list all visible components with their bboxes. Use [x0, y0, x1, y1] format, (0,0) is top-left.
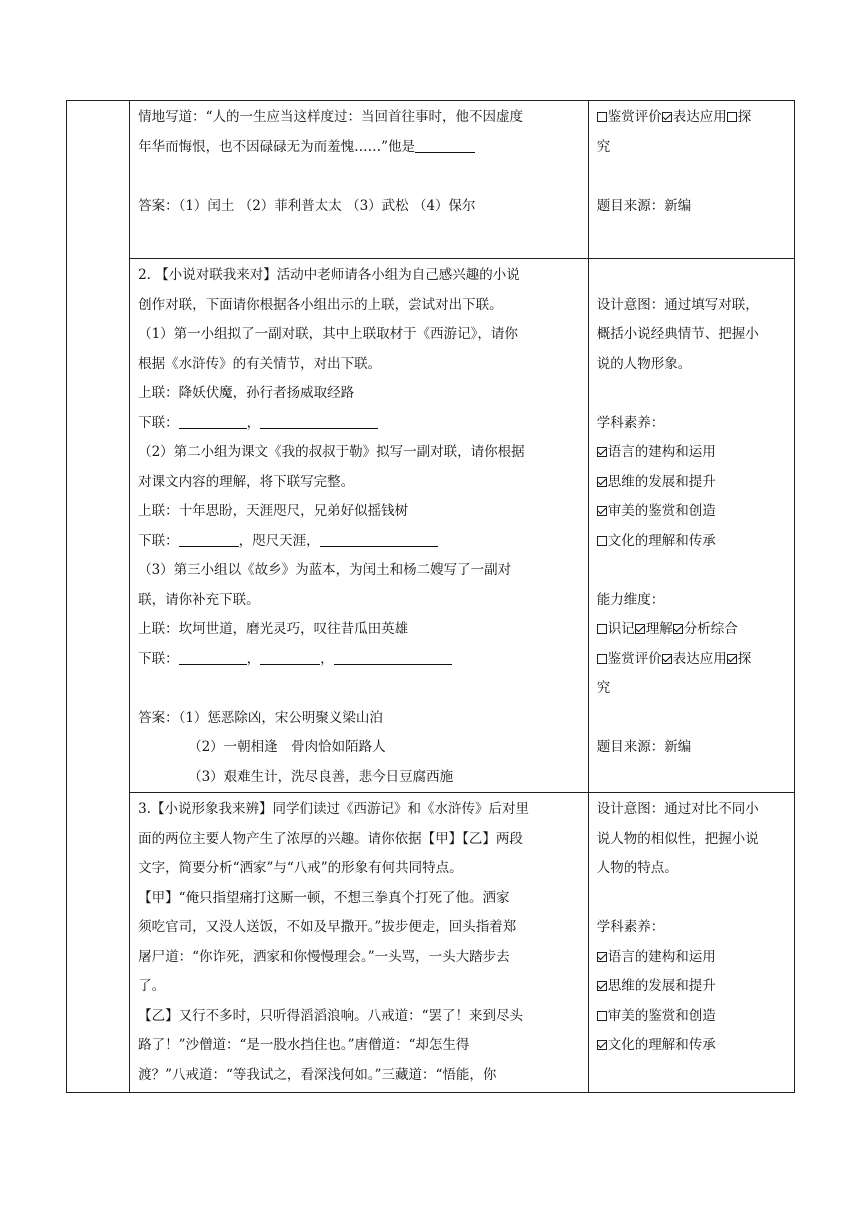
question-line: （2）第二小组为课文《我的叔叔于勒》拟写一副对联，请你根据	[138, 444, 525, 460]
ability-row: 识记 理解 分析综合	[597, 615, 788, 645]
passage-line: 渡？”八戒道：“等我试之，看深浅何如。”三藏道：“悟能，你	[138, 1066, 497, 1083]
question-line: 面的两位主要人物产生了浓厚的兴趣。请你依据【甲】【乙】两段	[138, 830, 523, 847]
checkbox-icon	[597, 624, 607, 634]
checked-box-icon	[662, 654, 672, 664]
question-line: 文字，简要分析“洒家”与“八戒”的形象有何共同特点。	[138, 860, 463, 876]
passage-line: 【乙】又行不多时，只听得滔滔浪响。八戒道：“罢了！来到尽头	[138, 1007, 523, 1024]
checkbox-icon	[597, 536, 607, 546]
checked-box-icon	[597, 447, 607, 457]
checked-box-icon	[597, 981, 607, 991]
passage-line: 了。	[138, 978, 166, 994]
side-cell	[588, 101, 794, 259]
checkbox-icon	[597, 1011, 607, 1021]
answer-blank	[179, 650, 247, 665]
ability-title: 能力维度：	[596, 591, 665, 608]
literacy-item: 文化的理解和传承	[597, 1031, 788, 1061]
question-line: 2. 【小说对联我来对】活动中老师请各小组为自己感兴趣的小说	[138, 267, 520, 283]
literacy-item: 语言的建构和运用	[597, 943, 788, 973]
side-cell	[588, 259, 794, 793]
answer-text: 答案：（1）惩恶除凶，宋公明聚义梁山泊	[138, 709, 383, 726]
checkbox-icon	[597, 112, 607, 122]
question-line: 情地写道：“人的一生应当这样度过：当回首往事时，他不因虚度	[138, 109, 523, 125]
design-intent: 概括小说经典情节、把握小	[596, 326, 759, 342]
couplet-lower-1: 下联： ，	[138, 409, 582, 439]
question-line: 3.【小说形象我来辨】同学们读过《西游记》和《水浒传》后对里	[138, 801, 529, 817]
table-row	[67, 101, 795, 259]
answer-text: （3）艰难生计，洗尽良善，悲今日豆腐西施	[188, 768, 454, 785]
question-cell	[130, 259, 589, 793]
checked-box-icon	[597, 506, 607, 516]
couplet-upper: 上联：降妖伏魔，孙行者扬威取经路	[138, 385, 355, 401]
answer-blank	[260, 414, 378, 429]
question-line: 根据《水浒传》的有关情节，对出下联。	[138, 355, 382, 372]
checked-box-icon	[597, 1040, 607, 1050]
answer-blank	[320, 532, 438, 547]
answer-blank	[415, 138, 475, 153]
checked-box-icon	[635, 624, 645, 634]
question-line: 创作对联，下面请你根据各小组出示的上联，尝试对出下联。	[138, 296, 503, 313]
question-line: （1）第一小组拟了一副对联，其中上联取材于《西游记》，请你	[138, 326, 518, 342]
literacy-title: 学科素养：	[596, 414, 665, 431]
ability-row: 鉴赏评价 表达应用 探	[597, 645, 788, 675]
table-row	[67, 259, 795, 793]
design-intent: 设计意图：通过填写对联，	[596, 296, 759, 313]
passage-line: 路了！”沙僧道：“是一股水挡住也。”唐僧道：“却怎生得	[138, 1037, 470, 1053]
left-margin-cell	[67, 101, 130, 1093]
question-cell	[130, 101, 589, 259]
couplet-upper: 上联：十年思盼，天涯咫尺，兄弟好似摇钱树	[138, 503, 409, 519]
answer-text: 答案：（1）闰土 （2）菲利普太太 （3）武松 （4）保尔	[138, 197, 476, 214]
answer-blank	[334, 650, 452, 665]
literacy-item: 思维的发展和提升	[597, 468, 788, 498]
checked-box-icon	[597, 952, 607, 962]
checkbox-icon	[727, 112, 737, 122]
literacy-item: 审美的鉴赏和创造	[597, 497, 788, 527]
checked-box-icon	[597, 477, 607, 487]
literacy-item: 语言的建构和运用	[597, 438, 788, 468]
literacy-title: 学科素养：	[596, 919, 665, 935]
side-cell	[588, 793, 794, 1093]
checked-box-icon	[673, 624, 683, 634]
question-line: 联，请你补充下联。	[138, 591, 260, 608]
passage-line: 须吃官司，又没人送饭，不如及早撒开。”拔步便走，回头指着郑	[138, 919, 517, 935]
table-row	[67, 793, 795, 1093]
question-source: 题目来源：新编	[596, 197, 692, 214]
answer-blank	[179, 414, 247, 429]
couplet-lower-3: 下联： ， ，	[138, 645, 582, 675]
question-line: 年华而悔恨，也不因碌碌无为而羞愧……”他是	[138, 133, 582, 163]
literacy-item: 审美的鉴赏和创造	[597, 1002, 788, 1032]
checked-box-icon	[662, 112, 672, 122]
ability-wrap: 究	[596, 680, 611, 696]
question-line: （3）第三小组以《故乡》为蓝本，为闰土和杨二嫂写了一副对	[138, 562, 512, 578]
literacy-item: 思维的发展和提升	[597, 972, 788, 1002]
ability-wrap: 究	[596, 138, 611, 155]
answer-blank	[179, 532, 239, 547]
passage-line: 屠尸道：“你诈死，洒家和你慢慢理会。”一头骂，一头大踏步去	[138, 948, 510, 965]
passage-line: 【甲】“俺只指望痛打这厮一顿，不想三拳真个打死了他。洒家	[138, 889, 510, 906]
checked-box-icon	[727, 654, 737, 664]
design-intent: 人物的特点。	[596, 860, 678, 876]
design-intent: 说人物的相似性，把握小说	[596, 830, 759, 847]
answer-blank	[260, 650, 320, 665]
couplet-lower-2: 下联： ，咫尺天涯，	[138, 527, 582, 557]
answer-text: （2）一朝相逢 骨肉恰如陌路人	[188, 739, 386, 755]
question-table	[66, 100, 795, 1093]
couplet-upper: 上联：坎坷世道，磨光灵巧，叹往昔瓜田英雄	[138, 621, 409, 637]
question-source: 题目来源：新编	[596, 739, 692, 755]
design-intent: 设计意图：通过对比不同小	[596, 801, 759, 817]
question-cell	[130, 793, 589, 1093]
ability-row: 鉴赏评价 表达应用 探	[597, 103, 788, 133]
checkbox-icon	[597, 654, 607, 664]
design-intent: 说的人物形象。	[596, 355, 692, 372]
literacy-item: 文化的理解和传承	[597, 527, 788, 557]
question-line: 对课文内容的理解，将下联写完整。	[138, 473, 355, 490]
